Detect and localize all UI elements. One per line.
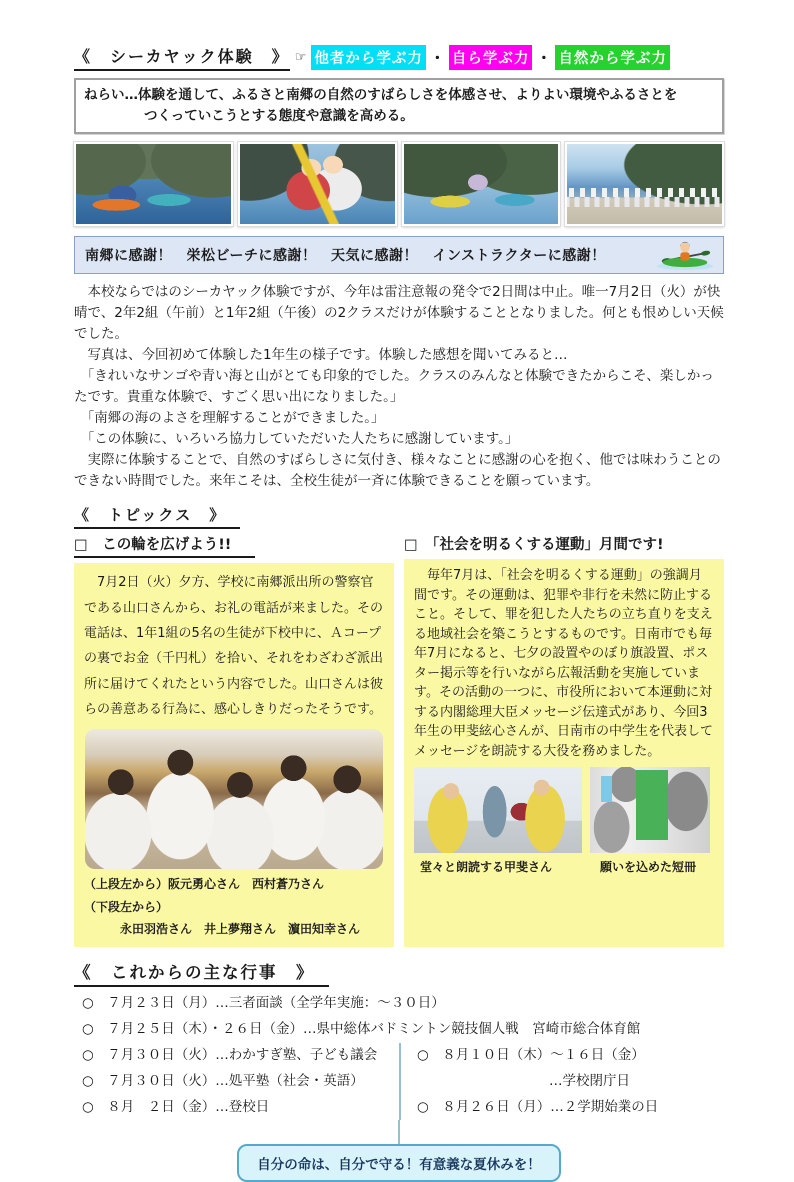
article-paragraph: 「南郷の海のよさを理解することができました。」 <box>74 410 385 427</box>
skill-tag-learn-by-self: 自ら学ぶ力 <box>449 45 533 70</box>
aim-label: ねらい… <box>84 87 138 103</box>
caption-bottom-row-names: 永田羽浩さん 井上夢翔さん 濵田知幸さん <box>84 921 361 936</box>
photo-kayaks-islets <box>74 142 233 226</box>
schedule-row: ○ ７月３０日（火）…処平塾（社会・英語） <box>82 1072 364 1089</box>
article-paragraph: 「この体験に、いろいろ協力していただいた人たちに感謝しています。」 <box>74 431 519 448</box>
schedule-row: …学校閉庁日 <box>549 1072 630 1089</box>
caption-bottom-row-label: （下段左から） <box>84 899 169 914</box>
topic-right-column <box>404 533 724 947</box>
topics-heading: 《 トピックス 》 <box>74 504 240 529</box>
kayaker-icon <box>657 240 713 270</box>
skill-tag-learn-from-others: 他者から学ぶ力 <box>311 45 426 70</box>
article-paragraph: 写真は、今回初めて体験した1年生の様子です。体験した感想を聞いてみると… <box>74 346 568 363</box>
kayak-photo-strip <box>74 142 724 226</box>
schedule-row: ○ ７月２３日（月）…三者面談（全学年実施：～３０日） <box>82 994 445 1011</box>
thanks-banner-text: 南郷に感謝！ 栄松ビーチに感謝！ 天気に感謝！ インストラクターに感謝！ <box>85 247 606 264</box>
topics-columns <box>74 533 724 947</box>
summer-safety-callout <box>237 1144 561 1182</box>
schedule-heading: 《 これからの主な行事 》 <box>74 959 329 987</box>
topic-right-title: □ 「社会を明るくする運動」月間です! <box>404 537 664 554</box>
schedule-right-column <box>399 1043 724 1121</box>
topic-right-box <box>404 559 724 947</box>
article-paragraph: 本校ならではのシーカヤック体験ですが、今年は雷注意報の発令で2日間は中止。唯一7月2日（火）が快晴で、2年2組（午前）と1年2組（午後）の2クラスだけが体験することとなりました。何とも恨めしい天候でした。 <box>74 283 724 342</box>
skill-tag-learn-from-nature: 自然から学ぶ力 <box>555 45 670 70</box>
aim-line-2: つくっていこうとする態度や意識を高める。 <box>144 107 414 124</box>
page-title: 《 シーカヤック体験 》 <box>74 44 290 71</box>
photo-classroom-thumbs-up <box>85 729 383 869</box>
photo-message-ceremony <box>414 767 582 853</box>
aim-text: 体験を通して、ふるさと南郷の自然のすばらしさを体感させ、よりよい環境やふるさとを <box>138 87 678 103</box>
photo-group-beach <box>565 142 724 226</box>
schedule-heading-row <box>74 959 724 987</box>
article-paragraph: 実際に体験することで、自然のすばらしさに気付き、様々なことに感謝の心を抱く、他では味わうことのできない時間でした。来年こそは、全校生徒が一斉に体験できることを願っています。 <box>74 452 721 490</box>
topic-left-body: 7月2日（火）夕方、学校に南郷派出所の警察官である山口さんから、お礼の電話が来ました。その電話は、1年1組の5名の生徒が下校中に、Ａコープの裏でお金（千円札）を拾い、それをわざわざ派出所に届けてくれたという内容でした。山口さんは彼らの善意ある行為に、感心しきりだったそうです。 <box>84 575 384 718</box>
thanks-banner <box>74 236 724 274</box>
caption-tanzaku: 願いを込めた短冊 <box>599 860 696 875</box>
aim-line-1 <box>84 85 714 106</box>
schedule-two-columns <box>74 1043 724 1121</box>
topic-left-column <box>74 533 394 947</box>
caption-ceremony: 堂々と朗読する甲斐さん <box>420 860 553 875</box>
caption-top-row-names: （上段左から）阪元勇心さん 西村蒼乃さん <box>84 877 325 892</box>
schedule-row: ○ ７月２５日（木）・２６日（金）…県中総体バドミントン競技個人戦 宮崎市総合体育館 <box>82 1020 641 1037</box>
separator-dot: ・ <box>429 49 445 67</box>
summer-safety-text: 自分の命は、自分で守る！有意義な夏休みを！ <box>257 1157 541 1174</box>
schedule-row: ○ ８月 ２日（金）…登校日 <box>82 1098 270 1115</box>
header <box>74 44 724 71</box>
article-paragraph: 「きれいなサンゴや青い海と山がとても印象的でした。クラスのみんなと体験できたからこそ、楽しかったです。貴重な体験で、すごく思い出になりました。」 <box>74 368 714 406</box>
aim-box <box>74 78 724 134</box>
schedule-row: ○ ７月３０日（火）…わかすぎ塾、子ども議会 <box>82 1046 378 1063</box>
schedule-row: ○ ８月１０日（木）～１６日（金） <box>417 1046 645 1063</box>
topic-left-title: □ この輪を広げよう!! <box>74 533 255 558</box>
topic-right-photos <box>414 767 714 853</box>
photo-tanzaku-strips <box>590 767 710 853</box>
separator-dot: ・ <box>536 49 552 67</box>
topic-right-body: 毎年7月は、「社会を明るくする運動」の強調月間です。その運動は、犯罪や非行を未然に防止すること。そして、罪を犯した人たちの立ち直りを支える地域社会を築こうとするものです。日南市でも毎年7月になると、七夕の設置やのぼり旗設置、ポスター掲示等を行いながら広報活動を実施しています。その活動の一つに、市役所において本運動に対する内閣総理大臣メッセージ伝達式があり、今回3年生の甲斐絃心さんが、日南市の中学生を代表してメッセージを朗読する大役を務めました。 <box>414 568 714 759</box>
main-article <box>74 282 724 492</box>
topics-heading-row <box>74 504 724 529</box>
schedule-list <box>74 991 724 1121</box>
schedule-row: ○ ８月２６日（月）…２学期始業の日 <box>417 1098 659 1115</box>
pointing-finger-icon: ☞ <box>294 50 307 65</box>
photo-kayaks-headlands <box>402 142 561 226</box>
topic-left-box <box>74 563 394 947</box>
schedule-left-column <box>74 1043 399 1121</box>
photo-tandem-kayak <box>238 142 397 226</box>
topic-right-captions <box>414 856 714 878</box>
vertical-connector-line <box>398 1120 400 1144</box>
